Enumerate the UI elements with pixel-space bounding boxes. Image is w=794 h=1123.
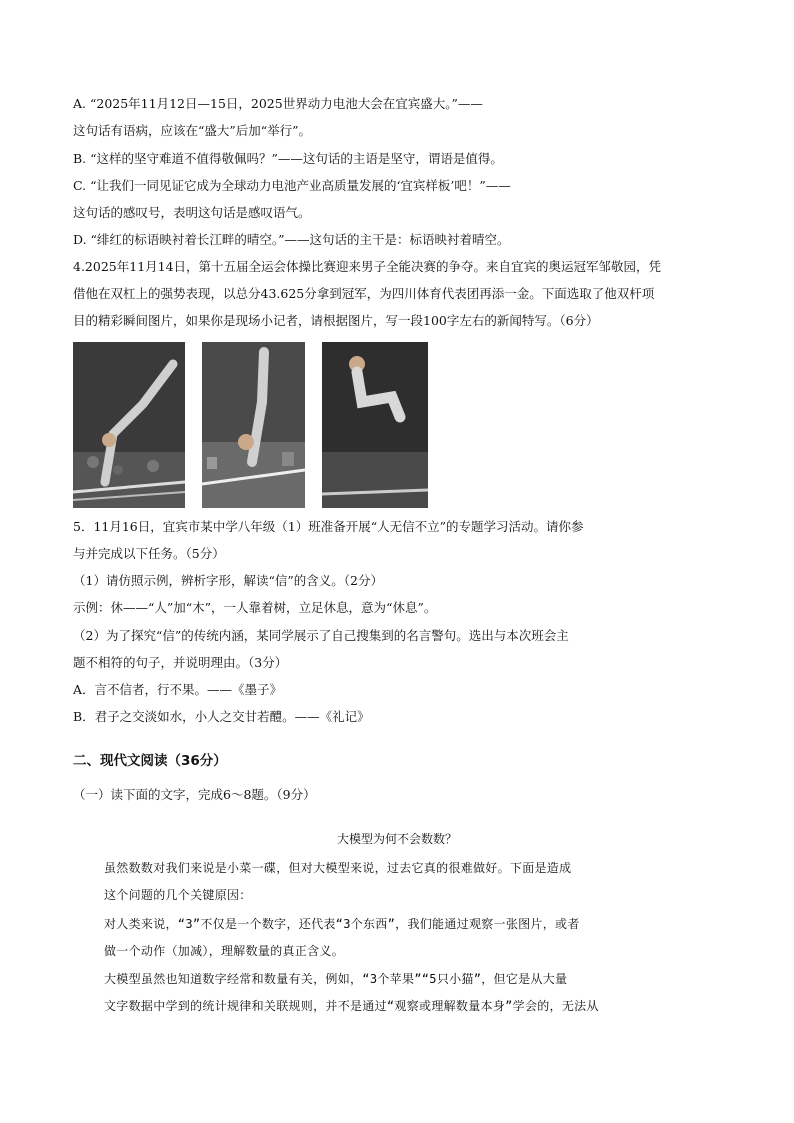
gymnast-photo-3 — [322, 342, 428, 508]
line-q3c-2: 这句话的感叹号，表明这句话是感叹语气。 — [73, 205, 311, 220]
line-q4-2: 借他在双杠上的强势表现，以总分43.625分拿到冠军，为四川体育代表团再添一金。下面选取了他双杆项 — [73, 286, 655, 301]
article-line-4: 做一个动作（加减），理解数量的真正含义。 — [104, 944, 345, 958]
line-q5-b: B．君子之交淡如水，小人之交甘若醴。——《礼记》 — [73, 709, 370, 724]
line-q4-3: 目的精彩瞬间图片，如果你是现场小记者，请根据图片，写一段100字左右的新闻特写。（6分） — [73, 313, 599, 328]
article-line-6: 文字数据中学到的统计规律和关联规则，并不是通过“观察或理解数量本身”学会的，无法从 — [104, 999, 599, 1013]
line-q3b: B. “这样的坚守难道不值得敬佩吗？”——这句话的主语是坚守，谓语是值得。 — [73, 151, 503, 166]
line-q5-2: 与并完成以下任务。（5分） — [73, 546, 225, 561]
line-q3d: D. “绯红的标语映衬着长江畔的晴空。”——这句话的主干是：标语映衬着晴空。 — [73, 232, 510, 247]
line-q5-4: 示例：休——“人”加“木”，一人靠着树，立足休息，意为“休息”。 — [73, 600, 437, 615]
article-line-3: 对人类来说，“3”不仅是一个数字，还代表“3个东西”，我们能通过观察一张图片，或者 — [104, 917, 580, 931]
subsection-heading: （一）读下面的文字，完成6～8题。（9分） — [73, 787, 316, 802]
article-line-5: 大模型虽然也知道数字经常和数量有关，例如，“3个苹果”“5只小猫”，但它是从大量 — [104, 972, 568, 986]
gymnast-photo-2 — [202, 342, 305, 508]
line-q5-5: （2）为了探究“信”的传统内涵，某同学展示了自己搜集到的名言警句。选出与本次班会主 — [73, 628, 569, 643]
line-q5-1: 5．11月16日，宜宾市某中学八年级（1）班准备开展“人无信不立”的专题学习活动。请你参 — [73, 519, 584, 534]
line-q5-6: 题不相符的句子，并说明理由。（3分） — [73, 655, 288, 670]
line-q5-a: A．言不信者，行不果。——《墨子》 — [73, 682, 283, 697]
line-q3a-2: 这句话有语病，应该在“盛大”后加“举行”。 — [73, 123, 312, 138]
article-title: 大模型为何不会数数？ — [336, 832, 457, 846]
gymnast-photo-1 — [73, 342, 185, 508]
article-line-2: 这个问题的几个关键原因： — [104, 888, 252, 902]
line-q4-1: 4.2025年11月14日，第十五届全运会体操比赛迎来男子全能决赛的争夺。来自宜宾的奥运冠军邹敬园，凭 — [73, 259, 662, 274]
line-q5-3: （1）请仿照示例，辨析字形，解读“信”的含义。（2分） — [73, 573, 383, 588]
line-q3a-1: A. “2025年11月12日—15日，2025世界动力电池大会在宜宾盛大。”—— — [73, 96, 483, 111]
article-line-1: 虽然数数对我们来说是小菜一碟，但对大模型来说，过去它真的很难做好。下面是造成 — [104, 861, 572, 875]
line-q3c-1: C. “让我们一同见证它成为全球动力电池产业高质量发展的‘宜宾样板’吧！”—— — [73, 178, 511, 193]
section-heading: 二、现代文阅读（36分） — [73, 753, 227, 769]
